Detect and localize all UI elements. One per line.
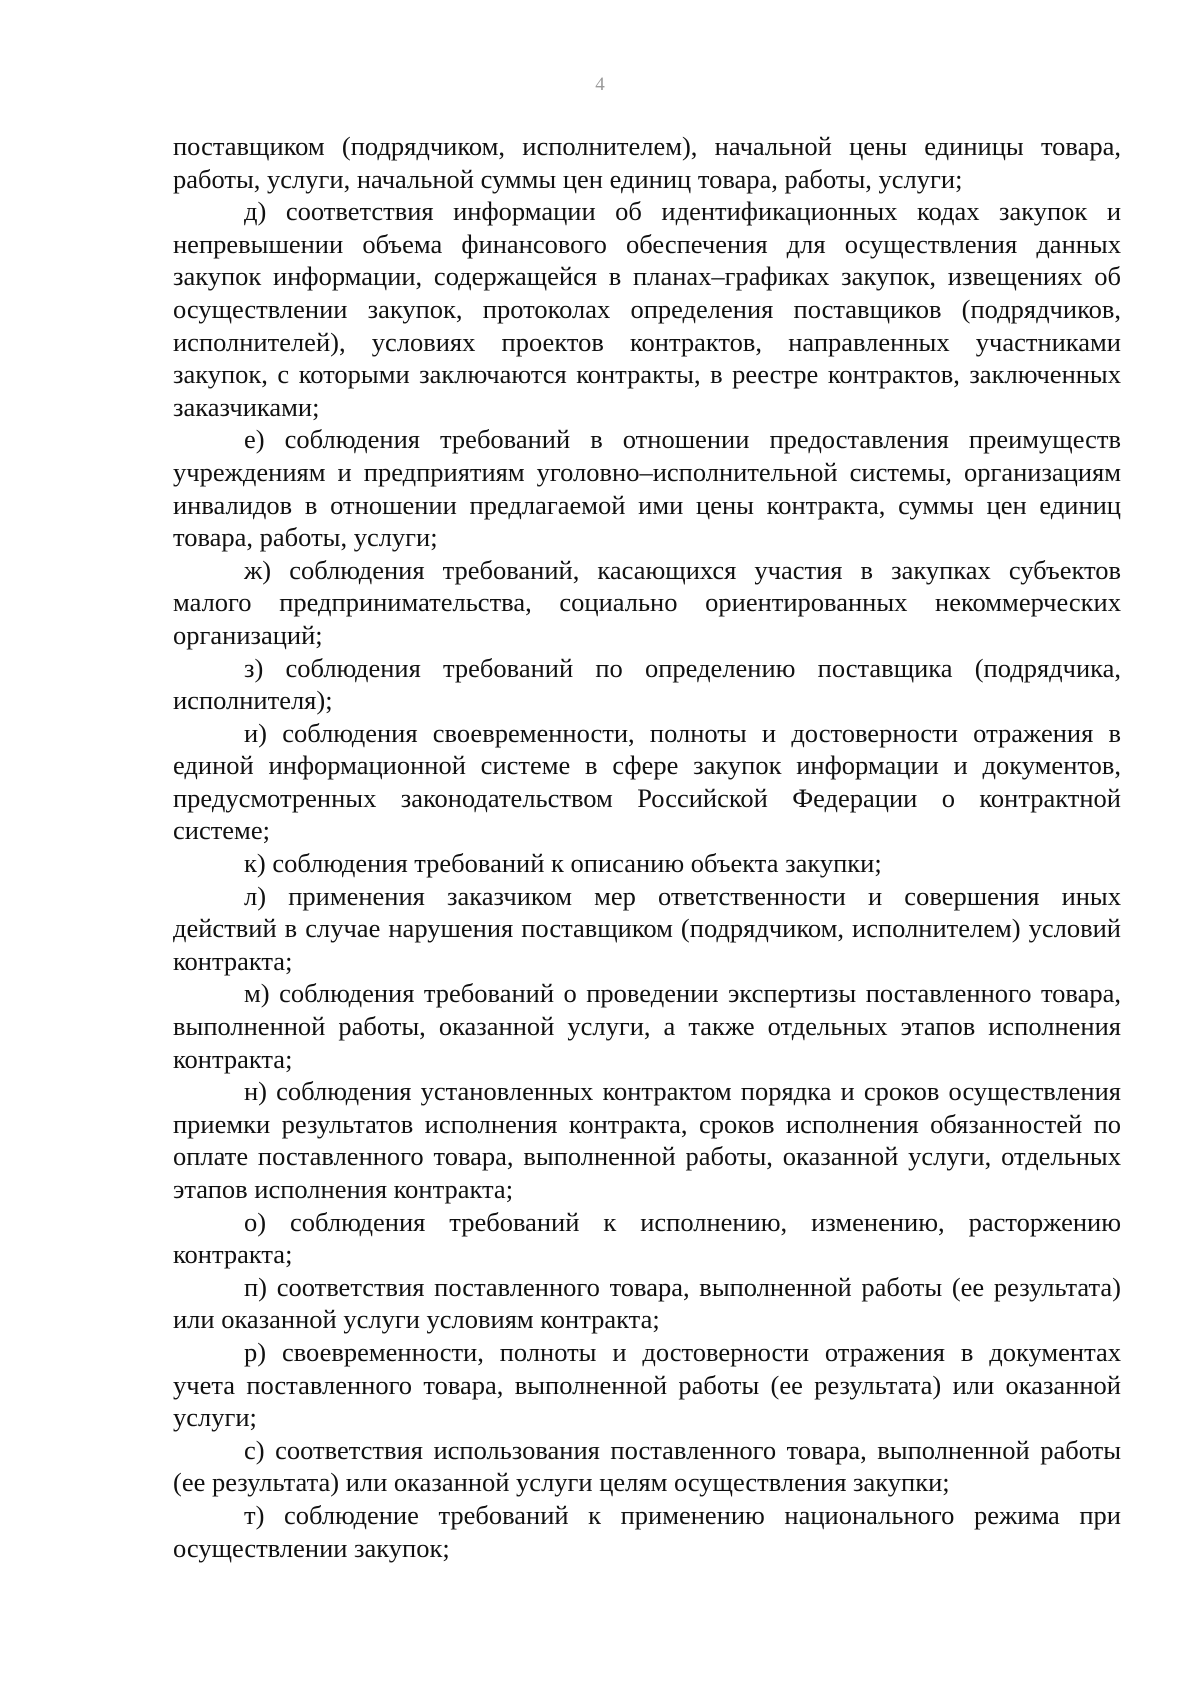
paragraph: е) соблюдения требований в отношении предоставления преимуществ учреждениям и предприятиям уголовно–исполнительной системы, организациям инвалидов в отношении предлагаемой ими цены контракта, суммы цен единиц товара, работы, услуги; [173, 424, 1121, 553]
paragraph: о) соблюдения требований к исполнению, изменению, расторжению контракта; [173, 1206, 1121, 1270]
document-body [173, 130, 1121, 1564]
paragraph: р) своевременности, полноты и достоверности отражения в документах учета поставленного товара, выполненной работы (ее результата) или оказанной услуги; [173, 1336, 1121, 1433]
paragraph: поставщиком (подрядчиком, исполнителем), начальной цены единицы товара, работы, услуги, начальной суммы цен единиц товара, работы, услуги; [173, 131, 1121, 194]
paragraph: л) применения заказчиком мер ответственности и совершения иных действий в случае нарушения поставщиком (подрядчиком, исполнителем) условий контракта; [173, 880, 1121, 976]
paragraph: ж) соблюдения требований, касающихся участия в закупках субъектов малого предпринимательства, социально ориентированных некоммерческих организаций; [173, 554, 1121, 650]
paragraph: и) соблюдения своевременности, полноты и достоверности отражения в единой информационной системе в сфере закупок информации и документов, предусмотренных законодательством Российской Федерации о контрактной системе; [173, 717, 1121, 846]
page-number: 4 [595, 74, 605, 95]
paragraph: т) соблюдение требований к применению национального режима при осуществлении закупок; [173, 1499, 1121, 1563]
paragraph: н) соблюдения установленных контрактом порядка и сроков осуществления приемки результатов исполнения контракта, сроков исполнения обязанностей по оплате поставленного товара, выполненной работы, оказанной услуги, отдельных этапов исполнения контракта; [173, 1076, 1121, 1204]
paragraph: к) соблюдения требований к описанию объекта закупки; [244, 848, 882, 879]
paragraph: м) соблюдения требований о проведении экспертизы поставленного товара, выполненной работы, оказанной услуги, а также отдельных этапов исполнения контракта; [173, 978, 1121, 1074]
paragraph: з) соблюдения требований по определению поставщика (подрядчика, исполнителя); [173, 652, 1121, 716]
paragraph: п) соответствия поставленного товара, выполненной работы (ее результата) или оказанной услуги условиям контракта; [173, 1271, 1121, 1335]
paragraph: д) соответствия информации об идентификационных кодах закупок и непревышении объема финансового обеспечения для осуществления данных закупок информации, содержащейся в планах–графиках закупок, извещениях об осуществлении закупок, протоколах определения поставщиков (подрядчиков, исполнителей), условиях проектов контрактов, направленных участниками закупок, с которыми заключаются контракты, в реестре контрактов, заключенных заказчиками; [173, 196, 1121, 422]
paragraph: с) соответствия использования поставленного товара, выполненной работы (ее результата) или оказанной услуги целям осуществления закупки; [173, 1434, 1121, 1498]
